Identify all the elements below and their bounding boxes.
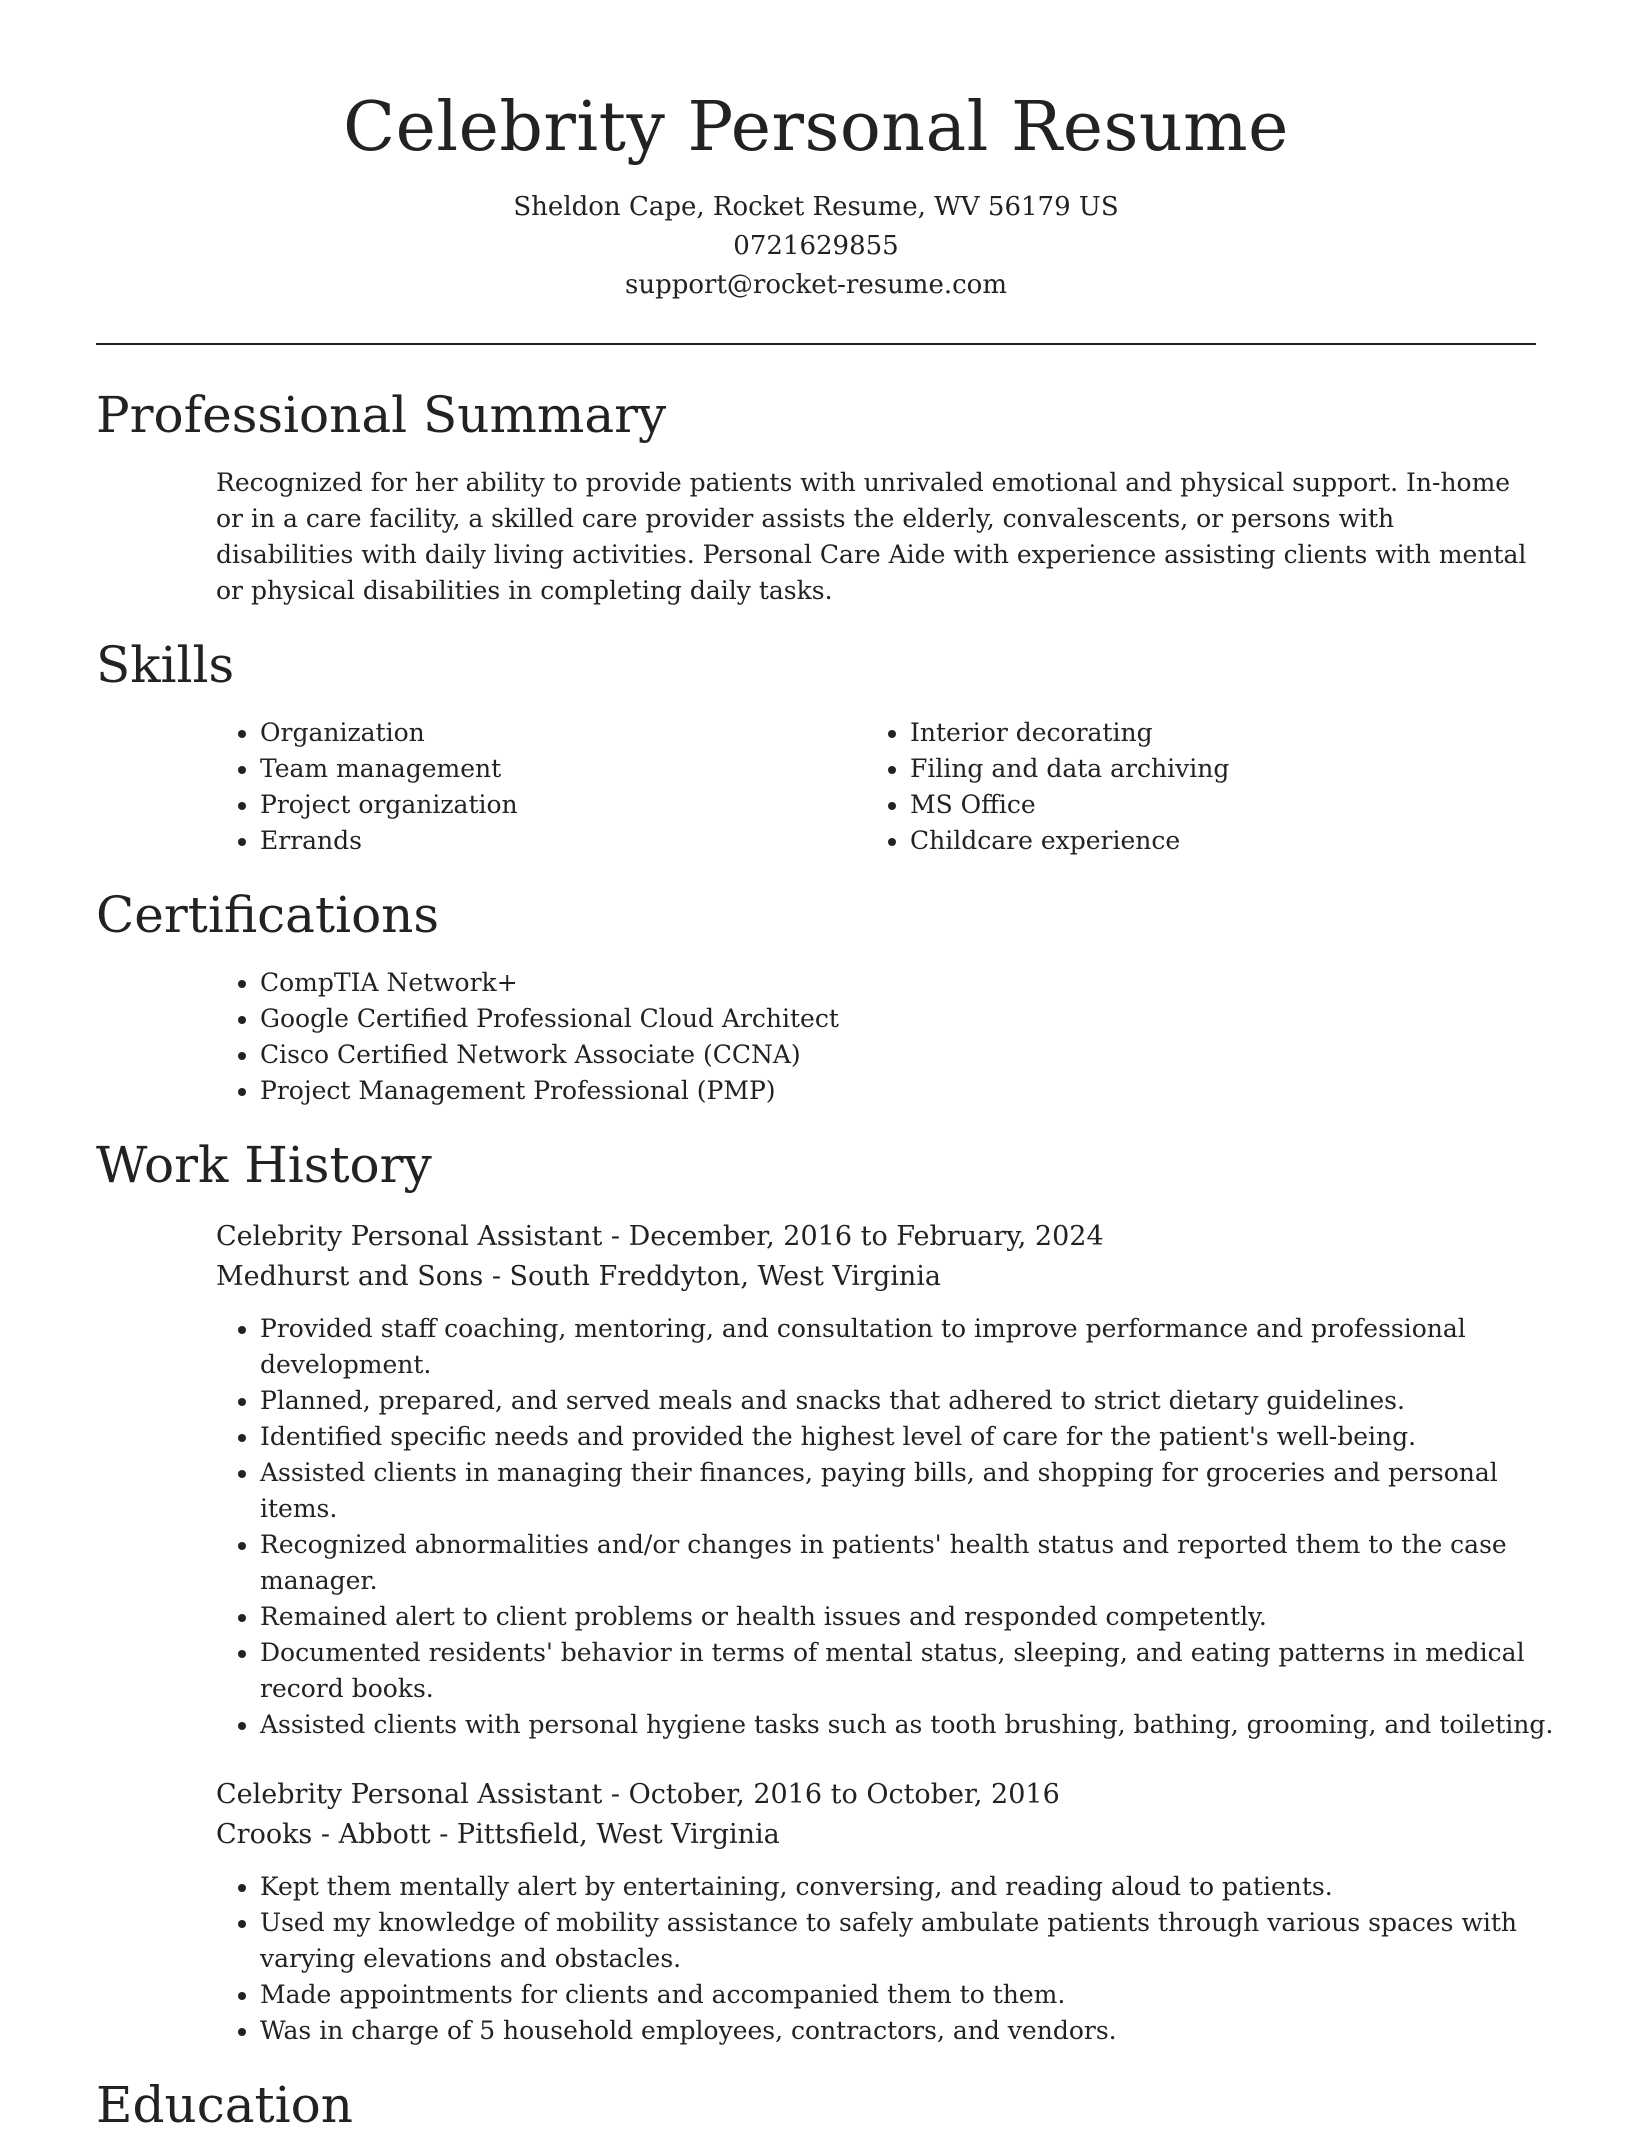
job-duty-item: • Documented residents' behavior in terms of mental status, sleeping, and eating patterns in medical record books.	[260, 1635, 1580, 1707]
job-entry	[216, 1775, 1536, 2049]
skills-heading: Skills	[96, 636, 235, 694]
job-duties-list	[216, 1311, 1580, 1743]
skills-column-right	[866, 715, 1516, 859]
skills-list-right	[866, 715, 1516, 859]
summary-section	[96, 385, 1536, 609]
certification-item: • Google Certified Professional Cloud Architect	[260, 1001, 1536, 1037]
header-divider	[96, 343, 1536, 345]
certifications-list	[216, 965, 1536, 1109]
summary-text: Recognized for her ability to provide patients with unrivaled emotional and physical support. In-home or in a care facility, a skilled care provider assists the elderly, convalescents, or persons with disabilities with daily living activities. Personal Care Aide with experience assisting clients with mental or physical disabilities in completing daily tasks.	[216, 468, 1527, 605]
job-duty-item: • Remained alert to client problems or health issues and responded competently.	[260, 1599, 1580, 1635]
skill-item: • Childcare experience	[910, 823, 1516, 859]
resume-header	[96, 0, 1536, 305]
job-location: - South Freddyton, West Virginia	[483, 1261, 942, 1292]
summary-heading: Professional Summary	[96, 386, 667, 444]
resume-title: Celebrity Personal Resume	[343, 88, 1289, 167]
job-duty-item: • Used my knowledge of mobility assistance to safely ambulate patients through various spaces with varying elevations and obstacles.	[260, 1905, 1580, 1977]
skill-item: • Interior decorating	[910, 715, 1516, 751]
education-heading: Education	[96, 2076, 353, 2134]
job-entry	[216, 1217, 1554, 1743]
job-title-line	[216, 1217, 1536, 1257]
job-duties-list	[216, 1869, 1580, 2049]
job-duty-item: • Identified specific needs and provided the highest level of care for the patient's well-being.	[260, 1419, 1580, 1455]
job-location: - Pittsfield, West Virginia	[430, 1819, 780, 1850]
job-role: Celebrity Personal Assistant	[216, 1779, 603, 1810]
job-company: Medhurst and Sons	[216, 1261, 484, 1292]
job-role: Celebrity Personal Assistant	[216, 1221, 603, 1252]
certification-item: • Cisco Certified Network Associate (CCNA)	[260, 1037, 1536, 1073]
skills-columns	[216, 715, 1536, 859]
job-duty-item: • Recognized abnormalities and/or changes in patients' health status and reported them to the case manager.	[260, 1527, 1580, 1599]
job-company-line	[216, 1257, 1536, 1297]
skill-item: • Project organization	[260, 787, 866, 823]
contact-address: Sheldon Cape, Rocket Resume, WV 56179 US	[513, 192, 1119, 222]
skill-item: • Organization	[260, 715, 866, 751]
job-duty-item: • Assisted clients with personal hygiene tasks such as tooth brushing, bathing, grooming, and toileting.	[260, 1707, 1580, 1743]
skill-item: • Filing and data archiving	[910, 751, 1516, 787]
skills-section	[96, 635, 1536, 859]
contact-block	[96, 188, 1536, 305]
skills-column-left	[216, 715, 866, 859]
skill-item: • Errands	[260, 823, 866, 859]
contact-phone: 0721629855	[733, 231, 899, 261]
skill-item: • Team management	[260, 751, 866, 787]
certifications-heading: Certifications	[96, 886, 440, 944]
education-section	[96, 2075, 1536, 2135]
job-duty-item: • Kept them mentally alert by entertaining, conversing, and reading aloud to patients.	[260, 1869, 1580, 1905]
certifications-block	[216, 965, 1536, 1109]
work-history-section	[96, 1135, 1554, 2049]
certifications-section	[96, 885, 1536, 1109]
skill-item: • MS Office	[910, 787, 1516, 823]
job-duty-item: • Was in charge of 5 household employees, contractors, and vendors.	[260, 2013, 1580, 2049]
job-duty-item: • Made appointments for clients and accompanied them to them.	[260, 1977, 1580, 2013]
certification-item: • Project Management Professional (PMP)	[260, 1073, 1536, 1109]
contact-email: support@rocket-resume.com	[624, 270, 1007, 300]
job-company-line	[216, 1815, 1536, 1855]
job-duty-item: • Planned, prepared, and served meals and snacks that adhered to strict dietary guidelines.	[260, 1383, 1580, 1419]
job-company: Crooks - Abbott	[216, 1819, 431, 1850]
work-history-heading: Work History	[96, 1136, 432, 1194]
resume-page	[96, 0, 1554, 2135]
skills-list-left	[216, 715, 866, 859]
job-duty-item: • Assisted clients in managing their finances, paying bills, and shopping for groceries and personal items.	[260, 1455, 1580, 1527]
certification-item: • CompTIA Network+	[260, 965, 1536, 1001]
job-dates: - December, 2016 to February, 2024	[602, 1221, 1104, 1252]
job-duty-item: • Provided staff coaching, mentoring, and consultation to improve performance and professional development.	[260, 1311, 1580, 1383]
job-title-line	[216, 1775, 1536, 1815]
job-dates: - October, 2016 to October, 2016	[602, 1779, 1060, 1810]
